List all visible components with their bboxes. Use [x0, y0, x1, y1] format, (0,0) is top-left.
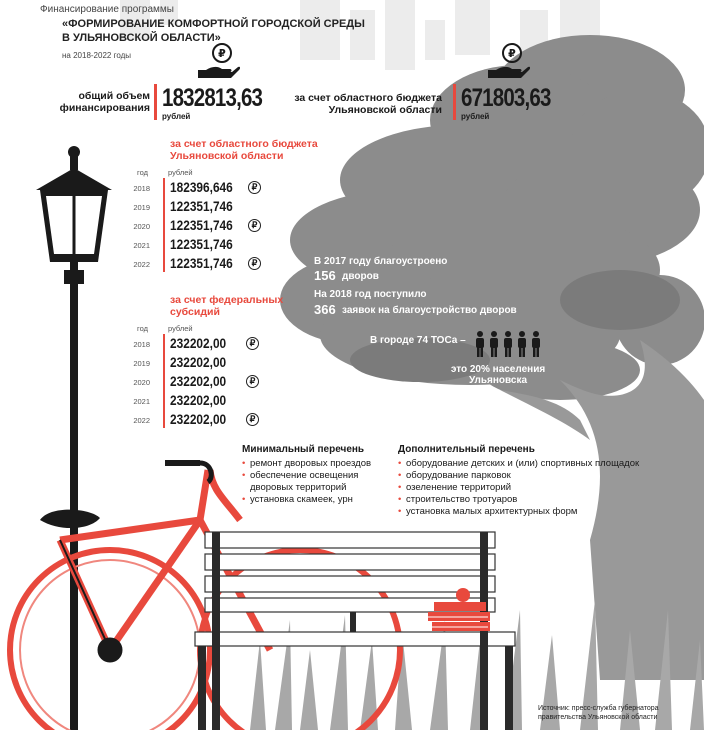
additional-list-block: [398, 444, 698, 518]
total-label: [0, 90, 150, 114]
value-cell: 232202,00: [170, 336, 227, 351]
svg-text:₽: ₽: [218, 47, 226, 60]
svg-text:₽: ₽: [508, 47, 516, 60]
source-note: [538, 704, 659, 722]
regional-col-rub: рублей: [168, 168, 193, 177]
table-row: [128, 355, 288, 373]
value-cell: 122351,746: [170, 256, 233, 271]
table-row: [128, 237, 288, 255]
header-title-line-2: В УЛЬЯНОВСКОЙ ОБЛАСТИ»: [62, 32, 221, 44]
total-accent-bar: [154, 84, 157, 120]
year-cell: 2022: [133, 416, 150, 425]
federal-section-title: [170, 294, 283, 318]
federal-col-rub: рублей: [168, 324, 193, 333]
tos-share-line-2: Ульяновска: [468, 375, 528, 386]
header-subtitle: Финансирование программы: [40, 4, 174, 15]
table-row: [128, 199, 288, 217]
hand-coin-icon: [196, 42, 240, 82]
list-item: • установка скамеек, урн: [242, 494, 392, 506]
year-cell: 2019: [133, 359, 150, 368]
list-item: • озеленение территорий: [398, 482, 698, 494]
rouble-icon: ₽: [248, 257, 261, 270]
year-cell: 2021: [133, 397, 150, 406]
table-row: [128, 180, 288, 198]
federal-table: [128, 336, 288, 428]
federal-col-year: год: [137, 324, 148, 333]
total-label-line-1: общий объем: [78, 90, 150, 102]
list-item: • оборудование парковок: [398, 470, 698, 482]
total-label-line-2: финансирования: [59, 102, 150, 114]
year-cell: 2022: [133, 260, 150, 269]
table-row: [128, 218, 288, 236]
value-cell: 232202,00: [170, 374, 227, 389]
additional-list: [398, 458, 698, 518]
year-cell: 2021: [133, 241, 150, 250]
value-cell: 232202,00: [170, 412, 227, 427]
value-cell: 182396,646: [170, 180, 233, 195]
source-line-2: правительства Ульяновской области: [538, 714, 658, 721]
table-row: [128, 256, 288, 274]
regional-accent-bar: [453, 84, 456, 120]
regional-total-label: [262, 92, 442, 116]
fact-line-3: На 2018 год поступило: [314, 289, 427, 300]
people-icon: [474, 330, 546, 358]
value-cell: 122351,746: [170, 237, 233, 252]
regional-section-title-line-1: за счет областного бюджета: [170, 138, 318, 150]
value-cell: 232202,00: [170, 355, 227, 370]
table-row: [128, 336, 288, 354]
regional-total-label-line-2: Ульяновской области: [328, 104, 442, 116]
regional-total-label-line-1: за счет областного бюджета: [294, 92, 442, 104]
table-row: [128, 412, 288, 430]
header-title-line-1: «ФОРМИРОВАНИЕ КОМФОРТНОЙ ГОРОДСКОЙ СРЕДЫ: [62, 18, 365, 30]
year-cell: 2019: [133, 203, 150, 212]
regional-total-unit: рублей: [461, 112, 490, 121]
list-item: • строительство тротуаров: [398, 494, 698, 506]
year-cell: 2020: [133, 378, 150, 387]
source-line-1: Источник: пресс-служба губернатора: [538, 705, 659, 712]
total-unit: рублей: [162, 112, 191, 121]
hand-coin-icon: [486, 42, 530, 82]
list-item: • оборудование детских и (или) спортивных площадок: [398, 458, 698, 470]
bicycle-seat: [40, 510, 100, 528]
table-row: [128, 374, 288, 392]
regional-section-title-line-2: Ульяновской области: [170, 150, 284, 162]
minimal-list-block: [242, 444, 392, 506]
rouble-icon: ₽: [248, 181, 261, 194]
regional-table: [128, 180, 288, 272]
fact-num-2: 366: [314, 302, 336, 317]
fact-line-4: заявок на благоустройство дворов: [342, 305, 517, 316]
rouble-icon: ₽: [246, 375, 259, 388]
list-item: • обеспечение освещения дворовых территорий: [242, 470, 360, 494]
rouble-icon: ₽: [246, 337, 259, 350]
rouble-icon: ₽: [246, 413, 259, 426]
tos-line: В городе 74 ТОСа –: [370, 335, 466, 346]
federal-section-title-line-2: субсидий: [170, 306, 220, 318]
minimal-list-title: Минимальный перечень: [242, 444, 365, 455]
year-cell: 2018: [133, 340, 150, 349]
tos-share-line-1: это 20% населения: [450, 364, 546, 375]
rouble-icon: ₽: [248, 219, 261, 232]
year-cell: 2020: [133, 222, 150, 231]
tos-share: [446, 364, 550, 386]
regional-col-year: год: [137, 168, 148, 177]
table-row: [128, 393, 288, 411]
fact-line-1: В 2017 году благоустроено: [314, 256, 448, 267]
fact-num-1: 156: [314, 268, 336, 283]
value-cell: 122351,746: [170, 199, 233, 214]
header-years: на 2018-2022 годы: [62, 51, 132, 60]
fact-line-2: дворов: [342, 271, 379, 282]
value-cell: 232202,00: [170, 393, 227, 408]
list-item: • ремонт дворовых проездов: [242, 458, 392, 470]
minimal-list: [242, 458, 392, 506]
total-value: 1832813,63: [162, 84, 263, 112]
regional-section-title: [170, 138, 318, 162]
additional-list-title: Дополнительный перечень: [398, 444, 535, 455]
year-cell: 2018: [133, 184, 150, 193]
value-cell: 122351,746: [170, 218, 233, 233]
regional-total-value: 671803,63: [461, 84, 551, 112]
federal-section-title-line-1: за счет федеральных: [170, 294, 284, 306]
list-item: • установка малых архитектурных форм: [398, 506, 698, 518]
